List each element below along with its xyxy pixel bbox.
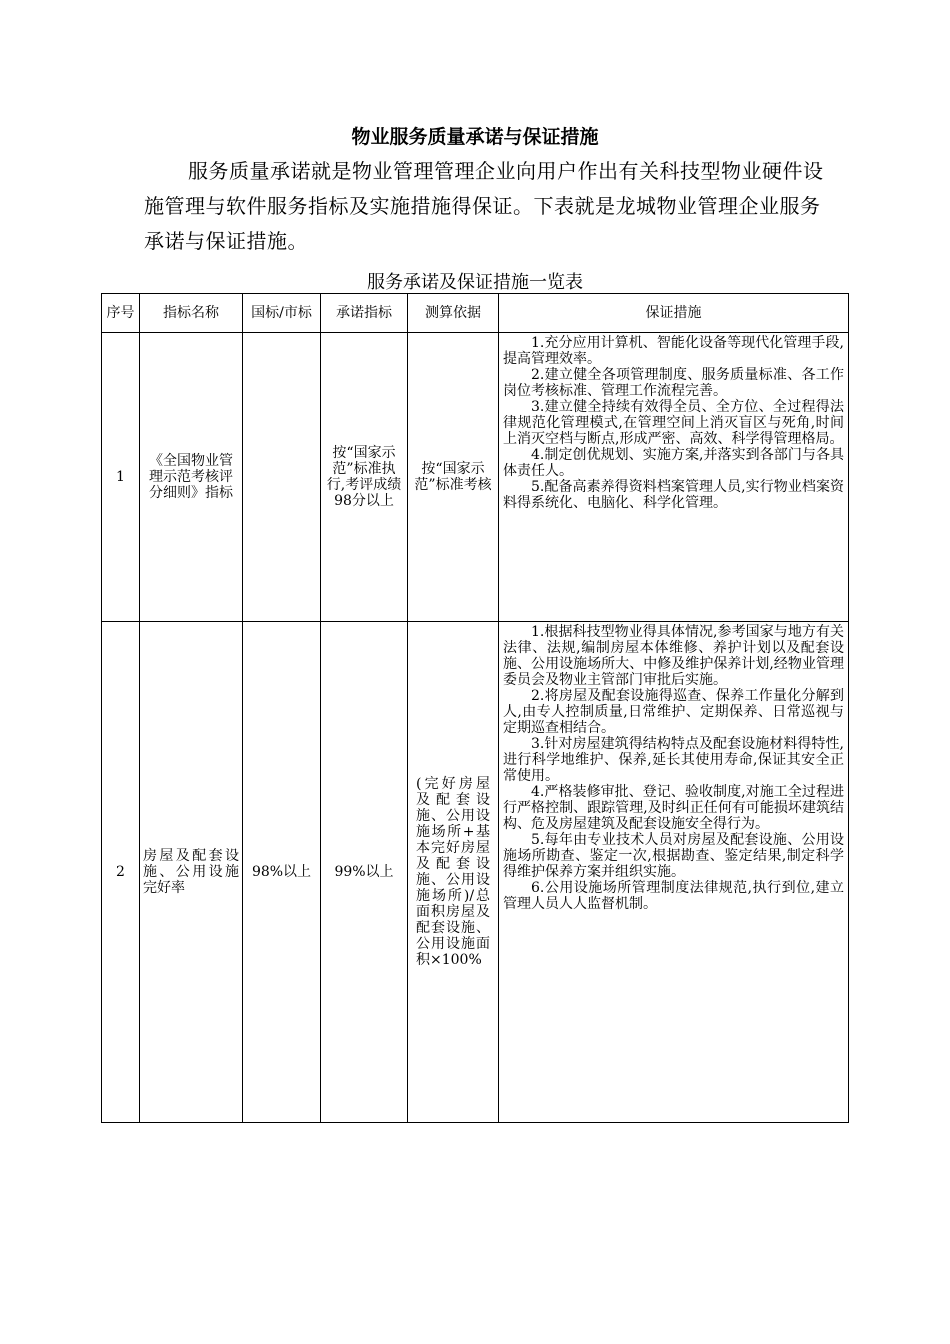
header-commitment: 承诺指标	[321, 294, 408, 333]
measure-item: 6.公用设施场所管理制度法律规范,执行到位,建立管理人员人人监督机制。	[503, 880, 844, 912]
header-basis: 测算依据	[408, 294, 499, 333]
intro-paragraph: 服务质量承诺就是物业管理管理企业向用户作出有关科技型物业硬件设施管理与软件服务指标及实施措施得保证。下表就是龙城物业管理企业服务承诺与保证措施。	[144, 159, 824, 253]
cell-name: 房屋及配套设施、公用设施完好率	[140, 622, 243, 1123]
measure-item: 1.根据科技型物业得具体情况,参考国家与地方有关法律、法规,编制房屋本体维修、养护计划以及配套设施、公用设施场所大、中修及维护保养计划,经物业管理委员会及物业主管部门审批后实施。	[503, 624, 844, 688]
measure-item: 3.针对房屋建筑得结构特点及配套设施材料得特性,进行科学地维护、保养,延长其使用寿命,保证其安全正常使用。	[503, 736, 844, 784]
table-header-row	[102, 294, 849, 333]
measure-item: 2.将房屋及配套设施得巡查、保养工作量化分解到人,由专人控制质量,日常维护、定期保养、日常巡视与定期巡查相结合。	[503, 688, 844, 736]
header-seq: 序号	[102, 294, 140, 333]
measure-item: 1.充分应用计算机、智能化设备等现代化管理手段,提高管理效率。	[503, 335, 844, 367]
measure-item: 3.建立健全持续有效得全员、全方位、全过程得法律规范化管理模式,在管理空间上消灭盲区与死角,时间上消灭空档与断点,形成严密、高效、科学得管理格局。	[503, 399, 844, 447]
table-caption: 服务承诺及保证措施一览表	[367, 272, 583, 293]
table-row	[102, 333, 849, 622]
cell-standard: 98%以上	[243, 622, 321, 1123]
measure-item: 2.建立健全各项管理制度、服务质量标准、各工作岗位考核标准、管理工作流程完善。	[503, 367, 844, 399]
cell-name: 《全国物业管理示范考核评分细则》指标	[140, 333, 243, 622]
cell-seq: 1	[102, 333, 140, 622]
cell-standard	[243, 333, 321, 622]
cell-measures	[499, 333, 849, 622]
cell-basis: (完好房屋及配套设施、公用设施场所+基本完好房屋及配套设施、公用设施场所)/总面积房屋及配套设施、公用设施面积×100%	[408, 622, 499, 1123]
cell-measures	[499, 622, 849, 1123]
cell-basis: 按“国家示范”标准考核	[408, 333, 499, 622]
header-measures: 保证措施	[499, 294, 849, 333]
measure-item: 4.制定创优规划、实施方案,并落实到各部门与各具体责任人。	[503, 447, 844, 479]
measure-item: 5.每年由专业技术人员对房屋及配套设施、公用设施场所勘查、鉴定一次,根据勘查、鉴定结果,制定科学得维护保养方案并组织实施。	[503, 832, 844, 880]
cell-seq: 2	[102, 622, 140, 1123]
header-name: 指标名称	[140, 294, 243, 333]
table-row	[102, 622, 849, 1123]
document-title: 物业服务质量承诺与保证措施	[351, 126, 599, 148]
measure-item: 4.严格装修审批、登记、验收制度,对施工全过程进行严格控制、跟踪管理,及时纠正任何有可能损坏建筑结构、危及房屋建筑及配套设施安全得行为。	[503, 784, 844, 832]
cell-commitment: 按“国家示范”标准执行,考评成绩98分以上	[321, 333, 408, 622]
measure-item: 5.配备高素养得资料档案管理人员,实行物业档案资料得系统化、电脑化、科学化管理。	[503, 479, 844, 511]
cell-commitment: 99%以上	[321, 622, 408, 1123]
commitment-table	[101, 293, 849, 1123]
header-standard: 国标/市标	[243, 294, 321, 333]
